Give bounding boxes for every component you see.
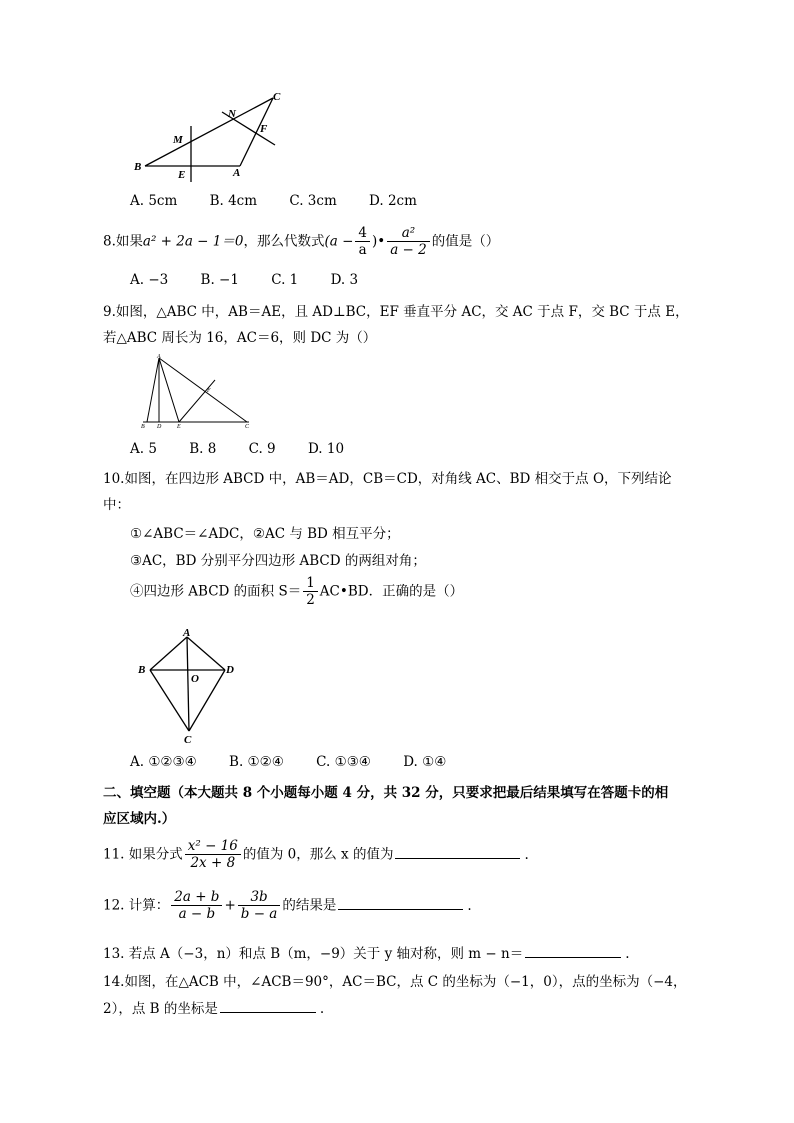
q12-frac1: $\frac{2a + b}{a - b}$ <box>171 889 222 923</box>
q7-option-c[interactable]: C. 3cm <box>289 193 337 209</box>
q9-label-c: C <box>245 424 250 430</box>
q10-item3: ③AC，BD 分别平分四边形 ABCD 的两组对角； <box>130 553 426 569</box>
q8-suffix: 的值是（） <box>431 233 500 250</box>
q10-option-d[interactable]: D. ①④ <box>403 754 447 770</box>
q9-figure <box>135 350 255 432</box>
q7-label-a: A <box>233 167 241 179</box>
section2-heading-line1: 二、填空题（本大题共 8 个小题每小题 4 分，共 32 分，只要求把最后结果填写在答题卡的相 <box>103 785 669 801</box>
q8-mid: ，那么代数式 <box>243 233 325 250</box>
q10-label-c: C <box>184 734 192 745</box>
q7-label-c: C <box>273 91 281 103</box>
q10-label-o: O <box>191 673 199 685</box>
q8-condition: a² + 2a − 1＝0 <box>142 233 244 250</box>
q12-answer-blank[interactable] <box>338 895 463 910</box>
q7-option-d[interactable]: D. 2cm <box>369 193 417 209</box>
q9-option-a[interactable]: A. 5 <box>130 441 157 457</box>
q9-label-a: A <box>157 354 161 360</box>
q8-expr-close: )• <box>371 233 386 250</box>
q9-options <box>130 441 372 457</box>
q8-expr-open: (a − <box>324 233 354 250</box>
q10-option-b[interactable]: B. ①②④ <box>229 754 284 770</box>
q10-line1: 10.如图，在四边形 ABCD 中，AB＝AD，CB＝CD，对角线 AC、BD 相交于点 O，下列结论 <box>103 471 672 487</box>
q9-line1: 9.如图，△ABC 中，AB＝AE，且 AD⊥BC，EF 垂直平分 AC，交 AC 于点 F，交 BC 于点 E， <box>103 304 689 320</box>
q11-frac: $\frac{\text{x² − 16}}{2x + 8}$ <box>185 838 241 872</box>
q8-option-d[interactable]: D. 3 <box>330 272 359 288</box>
q10-item4-frac: $\frac{1}{2}$ <box>303 575 318 609</box>
q12-frac2: $\frac{3b}{b - a}$ <box>238 889 281 923</box>
q10-line2: 中： <box>103 497 130 513</box>
q7-label-m: M <box>173 134 183 146</box>
q9-label-e: E <box>177 424 181 430</box>
q10-figure <box>133 625 243 745</box>
q8-prefix: 8.如果 <box>103 233 143 250</box>
q7-option-b[interactable]: B. 4cm <box>209 193 258 209</box>
q9-option-c[interactable]: C. 9 <box>248 441 276 457</box>
q10-item4: ④四边形 ABCD 的面积 S＝ $\frac{1}{2}$ AC•BD．正确的是（） <box>130 575 464 608</box>
q8-option-c[interactable]: C. 1 <box>271 272 299 288</box>
q9-label-b: B <box>141 424 145 430</box>
section2-heading-line2: 应区域内.） <box>103 811 176 827</box>
q8-frac1: $\frac{4}{a}$ <box>355 225 370 259</box>
q10-label-b: B <box>138 664 146 676</box>
q7-option-a[interactable]: A. 5cm <box>130 193 178 209</box>
q7-figure <box>130 90 290 185</box>
q9-label-d: D <box>157 424 162 430</box>
q10-options <box>130 754 474 770</box>
q9-option-b[interactable]: B. 8 <box>189 441 217 457</box>
q7-label-e: E <box>178 169 186 181</box>
q9-line2: 若△ABC 周长为 16，AC＝6，则 DC 为（） <box>103 330 377 346</box>
q10-option-c[interactable]: C. ①③④ <box>316 754 371 770</box>
q12-stem: 12. 计算： $\frac{2a + b}{a - b}$ + $\frac{3b}{b - a}$ 的结果是 . <box>103 889 472 922</box>
q11-stem: 11. 如果分式 $\frac{\text{x² − 16}}{2x + 8}$ 的值为 0，那么 x 的值为 . <box>103 838 529 871</box>
q8-option-a[interactable]: A. −3 <box>130 272 169 288</box>
q8-frac2: $\frac{\text{a²}}{a - 2}$ <box>387 225 430 259</box>
q10-item12: ①∠ABC＝∠ADC，②AC 与 BD 相互平分； <box>130 526 400 542</box>
q13-stem: 13. 若点 A（−3，n）和点 B（m，−9）关于 y 轴对称，则 m − n＝ . <box>103 942 630 962</box>
q14-line2: 2），点 B 的坐标是 . <box>103 997 324 1017</box>
q10-option-a[interactable]: A. ①②③④ <box>130 754 197 770</box>
q7-label-n: N <box>228 108 236 120</box>
q10-label-d: D <box>226 664 234 676</box>
q8-options <box>130 272 386 288</box>
q14-answer-blank[interactable] <box>220 998 316 1013</box>
q9-option-d[interactable]: D. 10 <box>307 441 345 457</box>
q10-label-a: A <box>183 627 191 639</box>
q7-label-f: F <box>260 123 268 135</box>
q8-stem <box>103 225 499 259</box>
q11-answer-blank[interactable] <box>395 844 520 859</box>
q8-option-b[interactable]: B. −1 <box>200 272 239 288</box>
q9-label-f: F <box>207 388 211 394</box>
q13-answer-blank[interactable] <box>525 943 621 958</box>
q7-options <box>130 193 445 209</box>
q7-label-b: B <box>134 161 142 173</box>
q14-line1: 14.如图，在△ACB 中，∠ACB＝90°，AC＝BC，点 C 的坐标为（−1，0），点的坐标为（−4， <box>103 974 687 990</box>
